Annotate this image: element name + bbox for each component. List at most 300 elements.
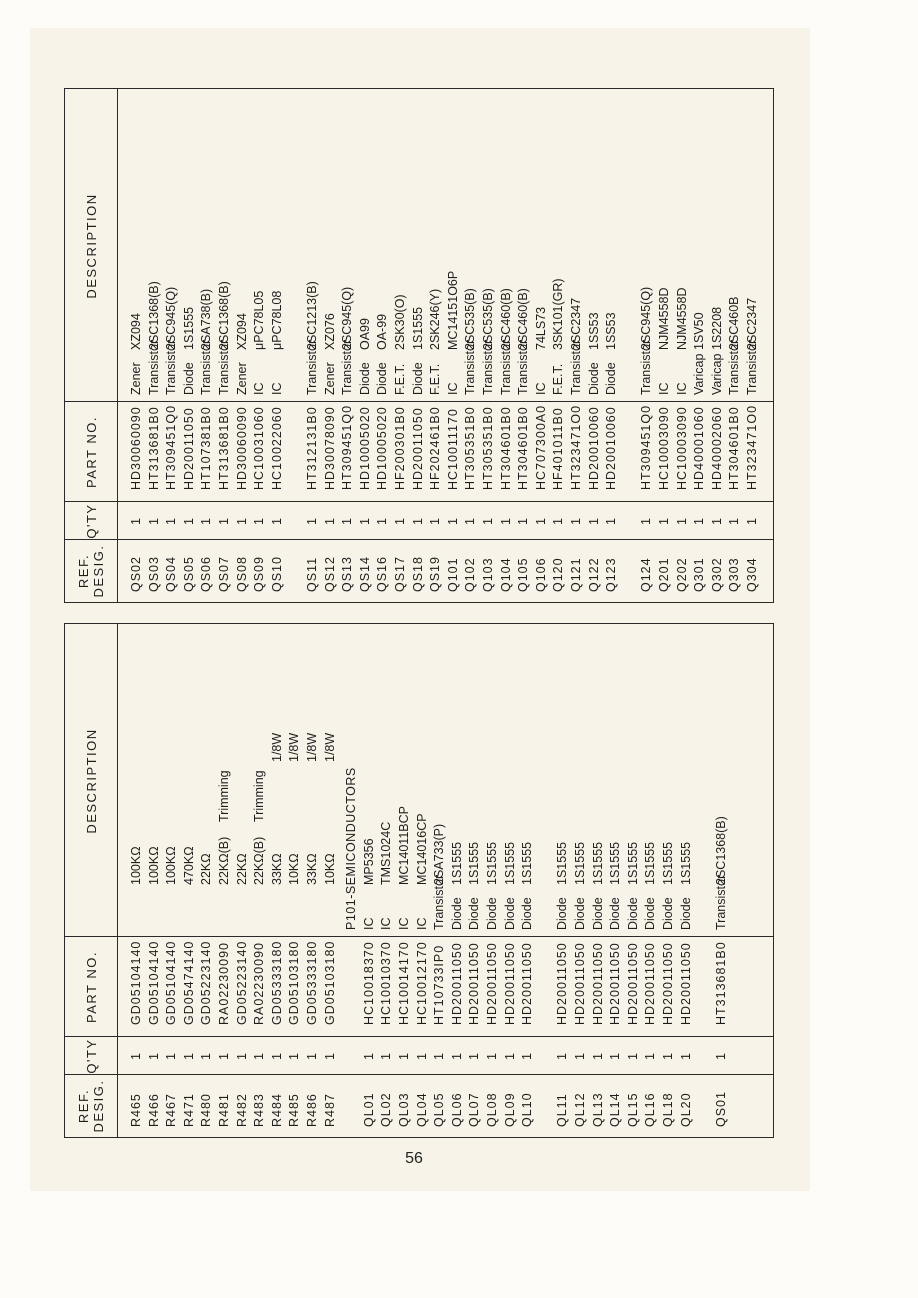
qty-cell: 1 [217,1053,231,1060]
component-value-cell: 1S1555 [520,841,535,885]
ref-desig-cell: Q120 [551,557,566,592]
component-value-cell: 1S2208 [709,306,724,350]
part-no-cell: HD20011050 [555,942,570,1025]
qty-cell: 1 [520,1053,535,1060]
table-row [234,624,252,1137]
component-type-cell: Diode [485,897,499,930]
qty-cell: 1 [692,518,707,525]
part-no-cell: HC10003090 [657,406,671,490]
component-value-cell: 2SC1368(B) [217,281,231,350]
component-value-cell: 33KΩ [269,853,284,885]
table-row [322,624,340,1137]
table-row [128,89,146,602]
table-row [146,89,164,602]
qty-cell: 1 [199,518,214,525]
table-row [660,624,678,1137]
part-no-cell: GD05104140 [129,940,143,1025]
qty-cell: 1 [410,518,425,525]
table-row [691,89,709,602]
component-type-cell: IC [445,382,460,395]
component-type-cell: IC [414,917,429,930]
qty-cell: 1 [375,518,390,525]
ref-desig-cell: Q122 [586,557,601,592]
part-no-cell: HT323471O0 [745,404,759,490]
part-no-cell: HF200301B0 [393,406,407,490]
part-no-cell: HT312131B0 [305,406,319,490]
qty-cell: 1 [463,518,478,525]
ref-desig-cell: R481 [217,1093,231,1127]
ref-desig-cell: QL11 [555,1093,570,1127]
component-type-cell: Transistor [713,874,728,930]
component-value-cell: 1S1555 [573,841,587,885]
component-type-cell: Transistor [305,339,319,395]
component-value-cell: 1S1555 [485,841,499,885]
page-number: 56 [405,1150,423,1167]
ref-desig-cell: QL13 [590,1092,605,1127]
qty-cell: 1 [498,518,513,525]
ref-desig-cell: QS09 [252,556,267,592]
component-type-cell: Diode [643,897,658,930]
component-value-cell: 22KΩ(B) [217,836,231,885]
qty-cell: 1 [467,1053,482,1060]
header-part-no: PART NO. [83,951,99,1023]
qty-cell: 1 [533,518,548,525]
component-type-cell: Transistor [432,874,447,930]
part-no-cell: HT309451Q0 [639,404,654,490]
qty-cell: 1 [397,1053,411,1060]
component-value-cell: TMS1024C [379,821,394,885]
part-no-cell: HD20011050 [608,942,623,1025]
qty-cell: 1 [555,1053,570,1060]
component-value-cell: 2SC1213(B) [305,281,319,350]
wattage-cell: 1/8W [305,732,319,762]
ref-desig-cell: QS12 [322,556,337,592]
part-no-cell: HC10014170 [397,941,411,1025]
qty-cell: 1 [287,1053,302,1060]
part-no-cell: HC10018370 [361,941,376,1025]
ref-desig-cell: QL10 [520,1092,535,1127]
part-no-cell: HC10011170 [445,408,460,490]
component-value-cell: 2SK246(Y) [428,288,443,350]
qty-cell: 1 [252,518,267,525]
component-value-cell: 1S1555 [467,841,482,885]
table-row [414,624,432,1137]
component-type-cell: Zener [234,362,249,395]
component-value-cell: 2SA738(B) [199,288,214,350]
qty-cell: 1 [481,518,495,525]
part-no-cell: HT10733IP0 [432,944,447,1025]
table-row [216,624,234,1137]
qty-cell: 1 [569,518,583,525]
qty-cell: 1 [625,1053,640,1060]
part-no-cell: HT313681B0 [217,406,231,490]
table-row [550,89,568,602]
component-type-cell: Transistor [164,339,179,395]
component-type-cell: Diode [375,362,390,395]
component-value-cell: 1S1555 [678,841,693,885]
component-value-cell: 1S1555 [410,306,425,350]
component-type-cell: Diode [661,897,675,930]
component-value-cell: 2SC945(Q) [340,286,355,350]
ref-desig-cell: QL20 [678,1092,693,1127]
table-body [117,89,773,602]
table-row [638,89,656,602]
ref-desig-cell: R485 [287,1093,302,1127]
part-no-cell: HC10022060 [269,406,284,490]
part-no-cell: HD20011050 [661,942,675,1025]
qty-cell: 1 [340,518,355,525]
ref-desig-cell: R483 [252,1093,267,1127]
component-value-cell: XZ094 [129,313,143,350]
part-no-cell: HT309451Q0 [340,404,355,490]
ref-desig-cell: R466 [146,1093,161,1127]
qty-cell: 1 [449,1053,464,1060]
table-row [498,89,516,602]
ref-desig-cell: QS11 [305,556,319,592]
ref-desig-cell: QL03 [397,1092,411,1127]
qty-cell: 1 [164,1053,179,1060]
ref-desig-cell: Q103 [481,557,495,592]
table-row [480,89,498,602]
component-value-cell: OA99 [357,318,372,350]
component-type-cell: Transistor [569,339,583,395]
wattage-cell: 1/8W [269,732,284,762]
component-type-cell: Diode [608,897,623,930]
component-value-cell: 1SV50 [692,312,707,350]
component-value-cell: 10KΩ [287,853,302,885]
part-no-cell: GD05333180 [269,940,284,1025]
table-row [251,89,269,602]
component-value-cell: 1S1555 [449,841,464,885]
qty-cell: 1 [357,518,372,525]
part-no-cell: HD40002060 [709,406,724,490]
part-no-cell: HD30060090 [234,406,249,490]
part-no-cell: RA02230090 [252,942,267,1025]
component-value-cell: 2SC945(Q) [164,286,179,350]
qty-cell: 1 [551,518,566,525]
component-type-cell: Transistor [217,339,231,395]
part-no-cell: HD20011050 [502,942,517,1025]
part-no-cell: HC707300A0 [533,404,548,490]
component-value-cell: 22KΩ [234,853,249,885]
ref-desig-cell: Q121 [569,557,583,592]
ref-desig-cell: QS08 [234,556,249,592]
component-value-cell: 1S1555 [502,841,517,885]
qty-cell: 1 [604,518,619,525]
part-no-cell: HT304601B0 [516,406,531,490]
component-type-cell: IC [361,917,376,930]
table-row [674,89,692,602]
part-no-cell: HT107381B0 [199,406,214,490]
qty-cell: 1 [146,518,161,525]
qty-cell: 1 [586,518,601,525]
header-part-no: PART NO. [83,416,99,488]
component-value-cell: 22KΩ [199,853,214,885]
table-row [572,624,590,1137]
table-row [484,624,502,1137]
component-type-cell: Diode [555,897,570,930]
part-no-cell: HF401011B0 [551,407,566,490]
qty-cell: 1 [428,518,443,525]
part-no-cell: HD20011050 [449,942,464,1025]
qty-cell: 1 [361,1053,376,1060]
table-row [462,89,480,602]
table-row [656,89,674,602]
part-no-cell: GD05104140 [164,940,179,1025]
table-row [163,89,181,602]
component-value-cell: MC14016CP [414,813,429,885]
ref-desig-cell: Q124 [639,557,654,592]
component-value-cell: 2SC1368(B) [146,281,161,350]
component-note-cell: Trimming [252,770,267,822]
component-value-cell: 2SC1368(B) [713,816,728,885]
part-no-cell: GD05223140 [234,940,249,1025]
component-type-cell: IC [397,917,411,930]
table-row [515,89,533,602]
part-no-cell: HC10031060 [252,406,267,490]
qty-cell: 1 [657,518,671,525]
ref-desig-cell: QS06 [199,556,214,592]
component-type-cell: IC [269,382,284,395]
ref-desig-cell: QS03 [146,556,161,592]
table-row [607,624,625,1137]
ref-desig-cell: QL12 [573,1092,587,1127]
qty-cell: 1 [322,1053,337,1060]
component-type-cell: IC [252,382,267,395]
table-row [304,89,322,602]
qty-cell: 1 [661,1053,675,1060]
component-type-cell: Transistor [727,339,742,395]
table-row [198,624,216,1137]
ref-desig-cell: Q201 [657,557,671,592]
part-no-cell: HD10005020 [375,406,390,490]
part-no-cell: HD10005020 [357,406,372,490]
component-value-cell: NJM4558D [657,287,671,350]
table-header [65,89,118,602]
ref-desig-cell: QS01 [713,1091,728,1127]
qty-cell: 1 [146,1053,161,1060]
component-value-cell: μPC78L05 [252,290,267,350]
qty-cell: 1 [502,1053,517,1060]
parts-table-right [64,88,774,603]
qty-cell: 1 [590,1053,605,1060]
qty-cell: 1 [129,1053,143,1060]
part-no-cell: HC10010370 [379,941,394,1025]
component-note-cell: Trimming [217,770,231,822]
qty-cell: 1 [217,518,231,525]
part-no-cell: HD20011050 [590,942,605,1025]
part-no-cell: HT313681B0 [713,941,728,1025]
part-no-cell: GD05474140 [181,940,196,1025]
qty-cell: 1 [414,1053,429,1060]
table-row [304,624,322,1137]
component-value-cell: 1S1555 [608,841,623,885]
table-row [431,624,449,1137]
part-no-cell: HT309451Q0 [164,404,179,490]
part-no-cell: HD20011050 [467,942,482,1025]
qty-cell: 1 [164,518,179,525]
ref-desig-cell: Q101 [445,557,460,592]
part-no-cell: HT305351B0 [463,406,478,490]
table-row [554,624,572,1137]
component-value-cell: MC14151O6P [445,270,460,350]
component-type-cell: Diode [678,897,693,930]
component-value-cell: 2SC535(B) [463,288,478,350]
qty-cell: 1 [573,1053,587,1060]
qty-cell: 1 [445,518,460,525]
ref-desig-cell: R465 [129,1093,143,1127]
table-row [713,624,731,1137]
ref-desig-cell: R467 [164,1093,179,1127]
table-row [374,89,392,602]
ref-desig-cell: R484 [269,1093,284,1127]
part-no-cell: HD20011050 [643,942,658,1025]
component-value-cell: MP5356 [361,838,376,885]
part-no-cell: HD20011050 [410,407,425,490]
table-row [625,624,643,1137]
qty-cell: 1 [516,518,531,525]
qty-cell: 1 [234,518,249,525]
component-type-cell: Diode [586,362,601,395]
table-row [269,89,287,602]
ref-desig-cell: QS04 [164,556,179,592]
qty-cell: 1 [379,1053,394,1060]
ref-desig-cell: QL09 [502,1092,517,1127]
ref-desig-cell: R482 [234,1093,249,1127]
table-row [427,89,445,602]
qty-cell: 1 [269,1053,284,1060]
component-type-cell: Varicap [709,353,724,395]
component-type-cell: Transistor [146,339,161,395]
component-type-cell: Zener [129,362,143,395]
qty-cell: 1 [608,1053,623,1060]
table-row [519,624,537,1137]
component-type-cell: IC [674,382,689,395]
part-no-cell: HT304601B0 [727,406,742,490]
component-type-cell: Diode [467,897,482,930]
part-no-cell: HD30060090 [129,406,143,490]
header-ref-desig: REF. DESIG. [76,1079,106,1133]
component-value-cell: 33KΩ [305,853,319,885]
section-heading: P101-SEMICONDUCTORS [344,767,359,930]
component-type-cell: Diode [410,362,425,395]
qty-cell: 1 [709,518,724,525]
component-type-cell: F.E.T. [393,363,407,395]
table-row [410,89,428,602]
component-value-cell: 1S1555 [625,841,640,885]
table-row [568,89,586,602]
component-type-cell: Diode [357,362,372,395]
component-value-cell: 2SC2347 [745,297,759,350]
ref-desig-cell: QS17 [393,556,407,592]
part-no-cell: HD20011050 [181,407,196,490]
qty-cell: 1 [678,1053,693,1060]
table-row [678,624,696,1137]
component-value-cell: 1S1555 [555,841,570,885]
ref-desig-cell: R487 [322,1093,337,1127]
ref-desig-cell: QL16 [643,1092,658,1127]
component-type-cell: Diode [181,362,196,395]
component-value-cell: 100KΩ [129,846,143,885]
ref-desig-cell: Q104 [498,557,513,592]
ref-desig-cell: Q105 [516,557,531,592]
component-value-cell: 470KΩ [181,846,196,885]
component-type-cell: F.E.T. [551,363,566,395]
component-type-cell: Diode [625,897,640,930]
ref-desig-cell: Q123 [604,557,619,592]
ref-desig-cell: Q304 [745,557,759,592]
component-type-cell: Diode [573,897,587,930]
qty-cell: 1 [181,1053,196,1060]
header-description: DESCRIPTION [83,193,99,299]
ref-desig-cell: R486 [305,1093,319,1127]
component-value-cell: 100KΩ [146,846,161,885]
part-no-cell: GD05103180 [322,940,337,1025]
component-value-cell: 2SA733(P) [432,823,447,885]
table-row [361,624,379,1137]
header-ref-desig: REF. DESIG. [76,544,106,598]
component-type-cell: Transistor [498,339,513,395]
qty-cell: 1 [181,518,196,525]
part-no-cell: HD40001060 [692,406,707,490]
component-type-cell: IC [379,917,394,930]
ref-desig-cell: Q102 [463,557,478,592]
component-value-cell: 10KΩ [322,853,337,885]
part-no-cell: GD05333180 [305,940,319,1025]
component-value-cell: NJM4558D [674,287,689,350]
part-no-cell: HC10003090 [674,406,689,490]
qty-cell: 1 [727,518,742,525]
component-type-cell: IC [657,382,671,395]
table-row [726,89,744,602]
ref-desig-cell: QL05 [432,1092,447,1127]
part-no-cell: HD20011050 [485,942,499,1025]
ref-desig-cell: QS10 [269,556,284,592]
component-type-cell: Transistor [199,339,214,395]
component-type-cell: Diode [590,897,605,930]
table-row [642,624,660,1137]
ref-desig-cell: Q302 [709,557,724,592]
component-type-cell: IC [533,382,548,395]
table-row [146,624,164,1137]
ref-desig-cell: QL06 [449,1092,464,1127]
table-row [339,89,357,602]
part-no-cell: HT305351B0 [481,406,495,490]
component-value-cell: 2SC460(B) [516,288,531,350]
qty-cell: 1 [393,518,407,525]
component-value-cell: 1S1555 [661,841,675,885]
component-value-cell: μPC78L08 [269,290,284,350]
component-value-cell: 74LS73 [533,306,548,350]
qty-cell: 1 [252,1053,267,1060]
table-row [216,89,234,602]
ref-desig-cell: QL15 [625,1092,640,1127]
qty-cell: 1 [639,518,654,525]
table-row [251,624,269,1137]
header-qty: Q'TY [83,503,99,539]
table-row [709,89,727,602]
component-value-cell: OA-99 [375,313,390,350]
component-value-cell: 1S1555 [643,841,658,885]
table-row [502,624,520,1137]
component-type-cell: Diode [449,897,464,930]
component-value-cell: 2SC535(B) [481,288,495,350]
wattage-cell: 1/8W [287,732,302,762]
ref-desig-cell: QL04 [414,1092,429,1127]
table-row [163,624,181,1137]
ref-desig-cell: Q301 [692,557,707,592]
table-row [445,89,463,602]
